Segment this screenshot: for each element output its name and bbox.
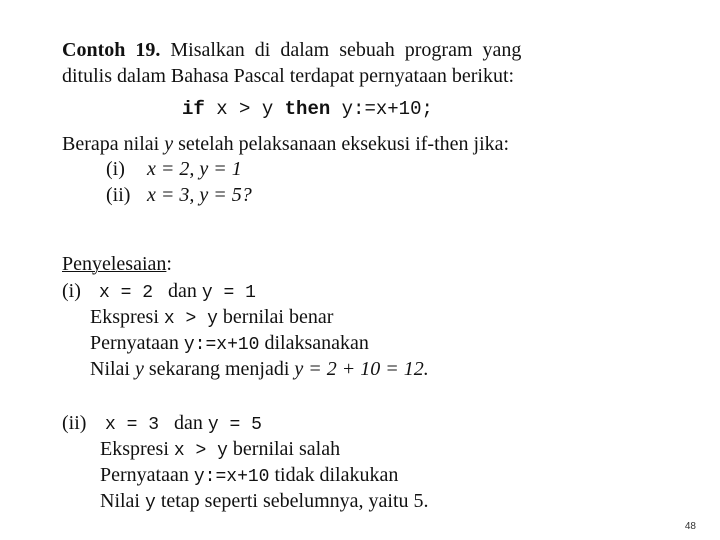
solution-case-1-val-var: y [135,358,144,380]
solution-case-1-dan: dan [168,280,197,302]
solution-case-2-stmt-pre: Pernyataan [100,464,189,486]
intro-line-1 [62,38,521,62]
solution-case-2-expr-code: x > y [173,441,228,461]
intro-line-2 [62,64,514,88]
solution-case-2-val-post: tetap seperti sebelumnya, yaitu 5. [160,490,429,512]
solution-case-1-expr [90,305,333,331]
question-line [62,132,509,156]
solution-case-1-x: x = 2 [99,283,154,303]
question-case-1 [106,157,242,181]
intro-text-2: ditulis dalam Bahasa Pascal terdapat pernyataan berikut: [62,65,515,87]
question-case-2-label: (ii) [106,184,131,206]
solution-case-1-val-mid: sekarang menjadi [148,358,290,380]
solution-heading [62,252,172,276]
page-number: 48 [684,521,696,532]
solution-heading-colon: : [166,253,172,275]
solution-case-2-expr-post: bernilai salah [232,438,341,460]
solution-case-1-val-eq: y = 2 + 10 = 12. [294,358,429,380]
solution-case-2-y: y = 5 [207,415,262,435]
solution-case-2-label: (ii) [62,412,87,434]
solution-case-1-stmt-pre: Pernyataan [90,332,179,354]
solution-heading-text: Penyelesaian [62,253,167,275]
question-case-1-text: x = 2, y = 1 [147,158,242,180]
solution-case-2-x: x = 3 [105,415,160,435]
solution-case-1-val-pre: Nilai [90,358,130,380]
solution-case-2-value [100,489,429,515]
solution-case-1-stmt-post: dilaksanakan [264,332,369,354]
keyword-then: then [284,98,331,120]
question-case-1-label: (i) [106,158,125,180]
solution-case-1-stmt-code: y:=x+10 [183,335,260,355]
solution-case-1-label: (i) [62,280,81,302]
solution-case-2-val-var: y [145,493,156,513]
code-statement [182,97,433,121]
solution-case-2-dan: dan [174,412,203,434]
solution-case-2-stmt [100,463,398,489]
question-case-2 [106,183,252,207]
solution-case-2-expr [100,437,340,463]
solution-case-2-stmt-code: y:=x+10 [193,467,270,487]
solution-case-2-header [62,411,262,437]
question-post: setelah pelaksanaan eksekusi if-then jika: [178,133,510,155]
question-var: y [164,133,174,155]
solution-case-2-stmt-post: tidak dilakukan [274,464,399,486]
solution-case-1-expr-code: x > y [163,309,218,329]
solution-case-1-expr-post: bernilai benar [222,306,334,328]
code-condition: x > y [216,98,274,120]
keyword-if: if [182,98,205,120]
solution-case-1-value [90,357,429,381]
solution-case-1-y: y = 1 [201,283,256,303]
solution-case-1-expr-pre: Ekspresi [90,306,159,328]
intro-text-1: Misalkan di dalam sebuah program yang [170,39,522,61]
solution-case-2-val-pre: Nilai [100,490,140,512]
example-label: Contoh 19. [62,39,161,61]
code-assignment: y:=x+10; [341,98,433,120]
solution-case-1-stmt [90,331,369,357]
question-case-2-text: x = 3, y = 5? [147,184,252,206]
solution-case-1-header [62,279,256,305]
question-pre: Berapa nilai [62,133,160,155]
solution-case-2-expr-pre: Ekspresi [100,438,169,460]
